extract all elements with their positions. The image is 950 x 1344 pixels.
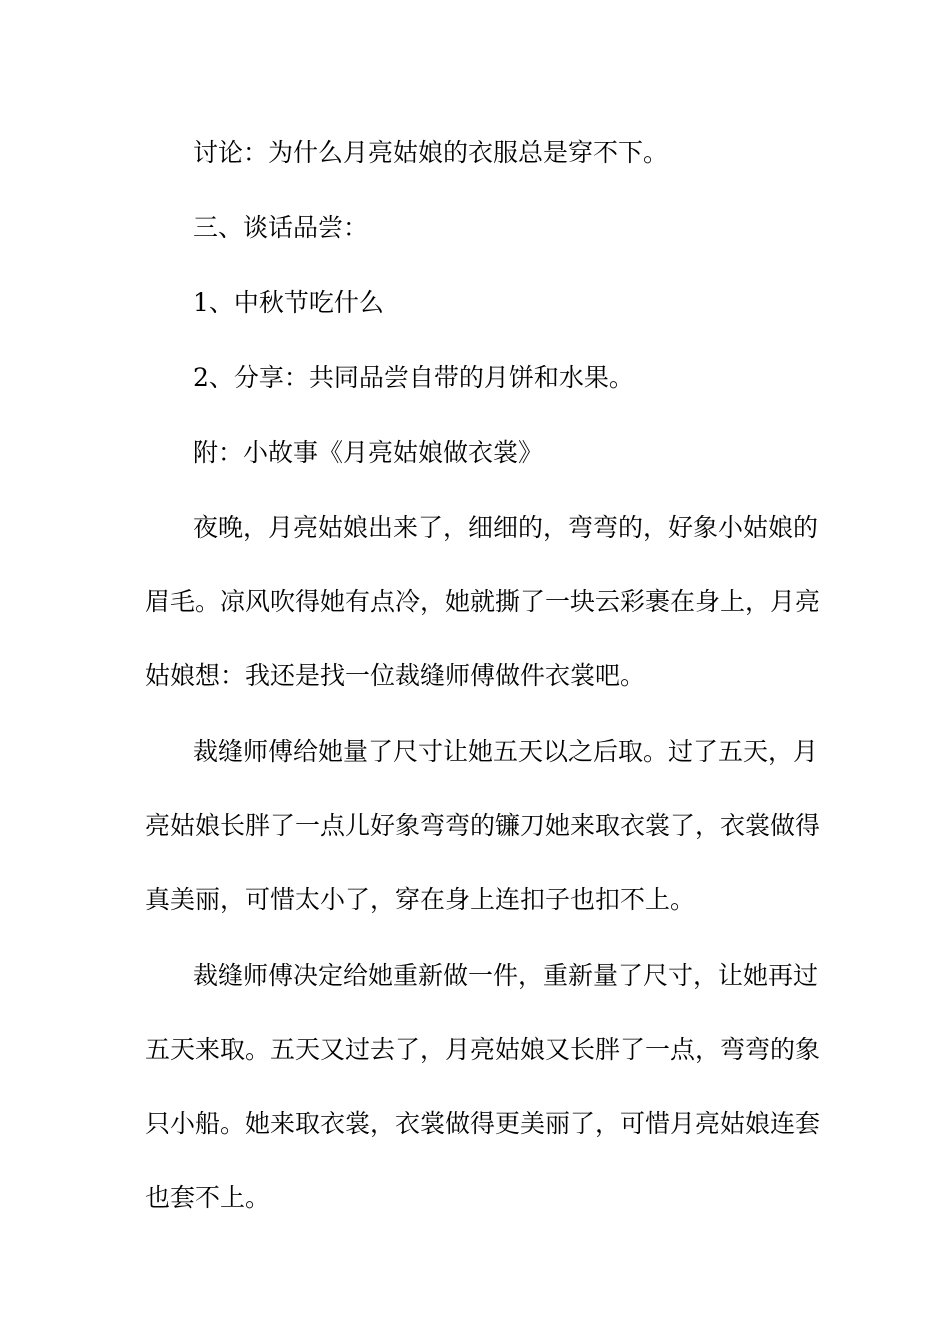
story-paragraph-2-line-1: 裁缝师傅给她量了尺寸让她五天以之后取。过了五天，月	[193, 737, 819, 766]
story-paragraph-1-line-2: 眉毛。凉风吹得她有点冷，她就撕了一块云彩裹在身上，月亮	[145, 587, 821, 616]
list-item-1: 1、中秋节吃什么	[193, 288, 384, 317]
story-paragraph-2-line-3: 真美丽，可惜太小了，穿在身上连扣子也扣不上。	[145, 885, 696, 914]
story-paragraph-2-line-2: 亮姑娘长胖了一点儿好象弯弯的镰刀她来取衣裳了，衣裳做得	[145, 811, 821, 840]
story-paragraph-3-line-3: 只小船。她来取衣裳，衣裳做得更美丽了，可惜月亮姑娘连套	[145, 1109, 821, 1138]
list-item-2: 2、分享：共同品尝自带的月饼和水果。	[193, 363, 634, 392]
appendix-title: 附：小故事《月亮姑娘做衣裳》	[193, 438, 544, 467]
story-paragraph-3-line-2: 五天来取。五天又过去了，月亮姑娘又长胖了一点，弯弯的象	[145, 1035, 821, 1064]
discussion-line: 讨论：为什么月亮姑娘的衣服总是穿不下。	[193, 138, 669, 167]
story-paragraph-1-line-1: 夜晚，月亮姑娘出来了，细细的，弯弯的，好象小姑娘的	[193, 513, 819, 542]
story-paragraph-1-line-3: 姑娘想：我还是找一位裁缝师傅做件衣裳吧。	[145, 661, 646, 690]
story-paragraph-3-line-4: 也套不上。	[145, 1183, 271, 1212]
story-paragraph-3-line-1: 裁缝师傅决定给她重新做一件，重新量了尺寸，让她再过	[193, 961, 819, 990]
section-heading-tasting: 三、谈话品尝：	[193, 213, 369, 242]
